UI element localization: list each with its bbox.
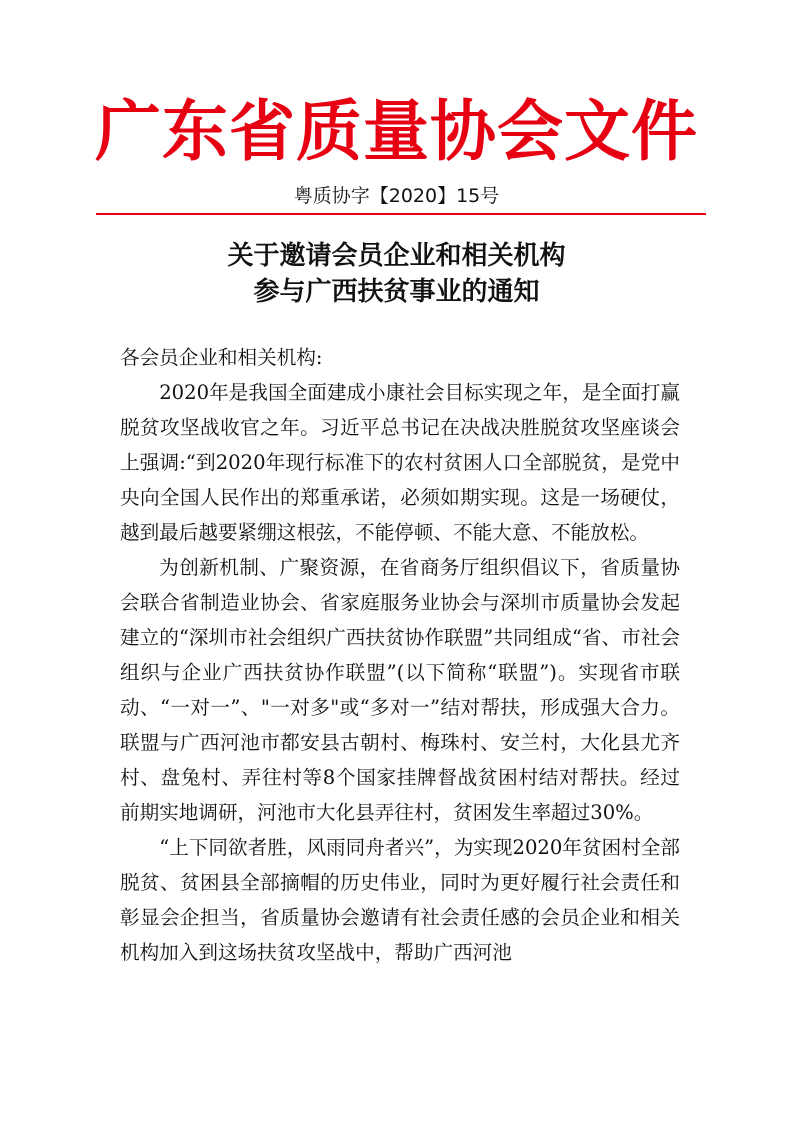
- body-paragraph-3: “上下同欲者胜，风雨同舟者兴”，为实现2020年贫困村全部脱贫、贫困县全部摘帽的历史伟业，同时为更好履行社会责任和彰显会企担当，省质量协会邀请有社会责任感的会员企业和相关机构加入到这场扶贫攻坚战中，帮助广西河池: [120, 836, 680, 964]
- notice-title-line-1: 关于邀请会员企业和相关机构: [227, 241, 566, 271]
- body-paragraph-2: 为创新机制、广聚资源，在省商务厅组织倡议下，省质量协会联合省制造业协会、省家庭服务业协会与深圳市质量协会发起建立的“深圳市社会组织广西扶贫协作联盟”共同组成“省、市社会组织与企业广西扶贫协作联盟”(以下简称“联盟”)。实现省市联动、“一对一”、"一对多"或“多对一”结对帮扶，形成强大合力。联盟与广西河池市都安县古朝村、梅珠村、安兰村，大化县尤齐村、盘兔村、弄往村等8个国家挂牌督战贫困村结对帮扶。经过前期实地调研，河池市大化县弄往村，贫困发生率超过30%。: [120, 556, 680, 824]
- notice-body: [120, 340, 680, 970]
- body-paragraph-1: 2020年是我国全面建成小康社会目标实现之年，是全面打赢脱贫攻坚战收官之年。习近平总书记在决战决胜脱贫攻坚座谈会上强调:“到2020年现行标准下的农村贫困人口全部脱贫，是党中央向全国人民作出的郑重承诺，必须如期实现。这是一场硬仗，越到最后越要紧绷这根弦，不能停顿、不能大意、不能放松。: [120, 381, 680, 544]
- notice-title: [0, 238, 793, 310]
- notice-title-line-2: 参与广西扶贫事业的通知: [253, 277, 540, 307]
- salutation: 各会员企业和相关机构:: [120, 346, 323, 369]
- document-number: 粤质协字【2020】15号: [293, 185, 500, 207]
- letterhead-title: 广东省质量协会文件: [95, 93, 698, 170]
- letterhead-divider: [96, 213, 706, 215]
